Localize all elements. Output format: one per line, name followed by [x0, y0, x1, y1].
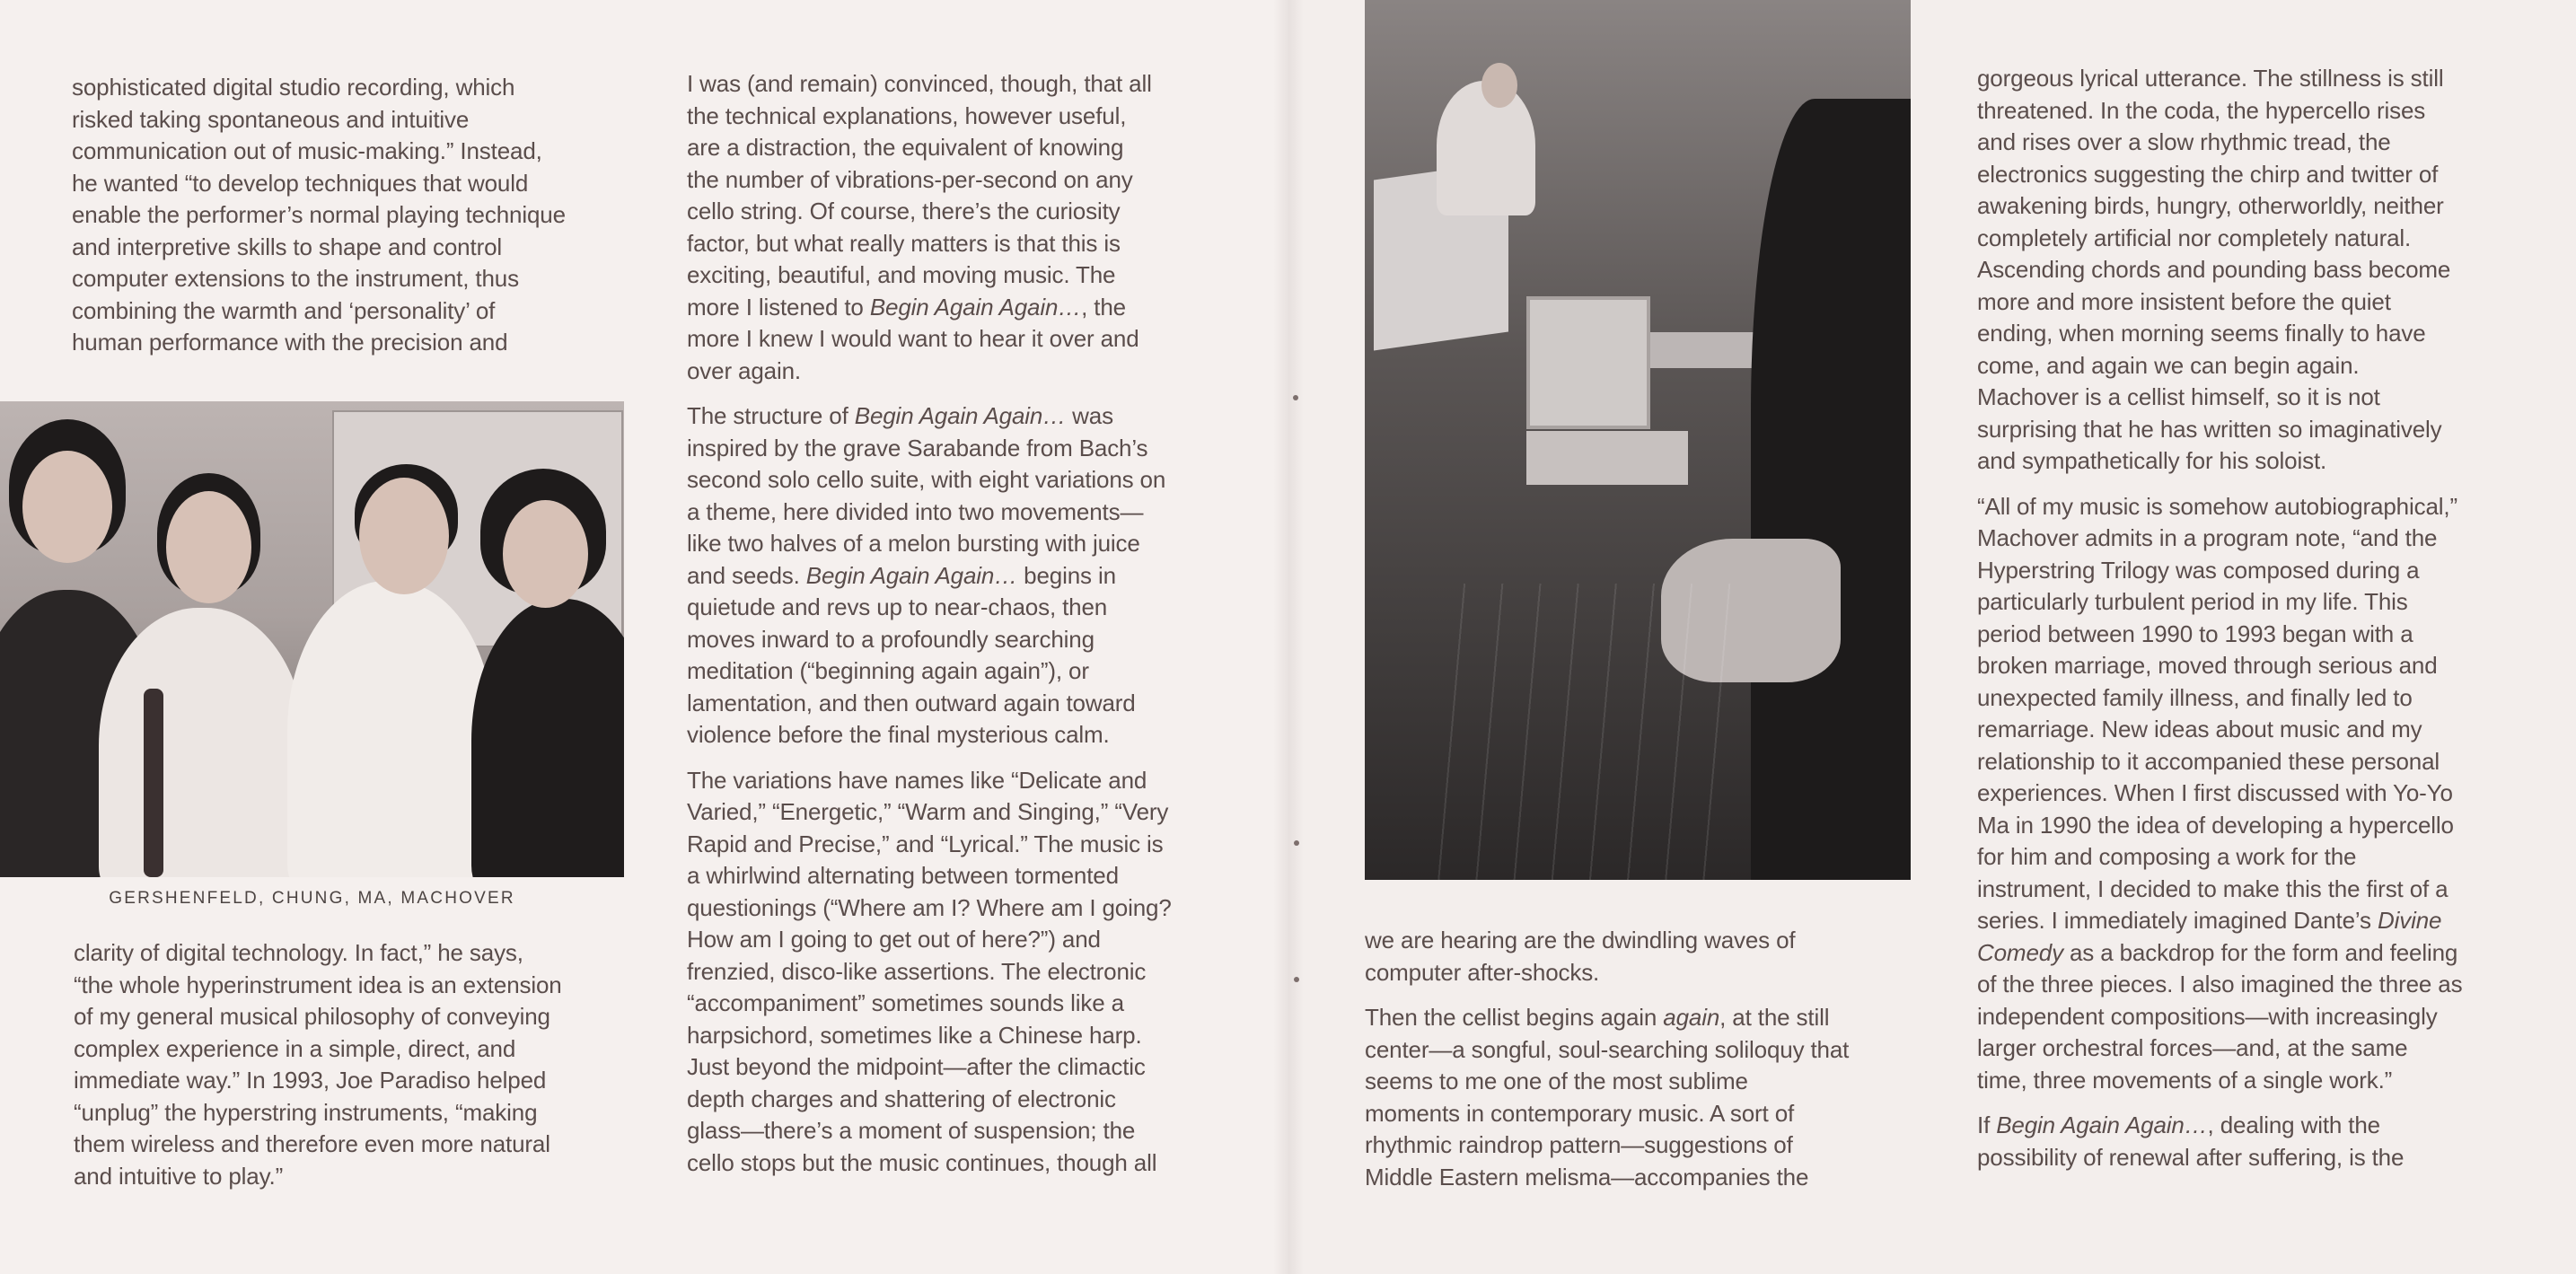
paragraph: Then the cellist begins again again, at the still center—a songful, soul-searching soliloquy that seems to me one of the most sublime moments in contemporary music. A sort of rhythmic raindrop pattern—suggestions of Middle Eastern melisma—accompanies the [1365, 1004, 1850, 1191]
performer-silhouette [1751, 99, 1911, 880]
column-1-bottom [74, 937, 648, 1192]
paragraph: The structure of Begin Again Again… was inspired by the grave Sarabande from Bach’s second solo cello suite, with eight variations on a theme, here divided into two movements— like two halves of a melon bursting with juice and seeds. Begin Again Again… begins in quietude and revs up to near-chaos, then moves inward to a profoundly searching meditation (“beginning again again”), or lamentation, and then outward again toward violence before the final mysterious calm. [687, 402, 1166, 748]
paragraph: clarity of digital technology. In fact,” he says, “the whole hyperinstrument idea is an extension of my general musical philosophy of conveying complex experience in a simple, direct, and immediate way.” In 1993, Joe Paradiso helped “unplug” the hyperstring instruments, “making them wireless and therefore even more natural and intuitive to play.” [74, 939, 562, 1190]
column-2 [687, 68, 1262, 1179]
print-speck [1294, 840, 1299, 846]
floor-cables [1428, 584, 1733, 880]
cello-neck [144, 689, 163, 877]
studio-photo [1365, 0, 1911, 880]
print-speck [1293, 395, 1298, 400]
column-1-top [72, 72, 646, 359]
paragraph: sophisticated digital studio recording, which risked taking spontaneous and intuitive communication out of music-making.” Instead, he wanted “to develop techniques that would enable the performer’s normal playing technique and interpretive skills to shape and control computer extensions to the instrument, thus combining the warmth and ‘personality’ of human performance with the precision and [72, 74, 566, 356]
paragraph: we are hearing are the dwindling waves of computer after-shocks. [1365, 927, 1796, 986]
computer-monitor [1526, 296, 1650, 429]
computer-case [1526, 431, 1688, 485]
paragraph: gorgeous lyrical utterance. The stillness is still threatened. In the coda, the hypercello rises and rises over a slow rhythmic tread, the electronics suggesting the chirp and twitter of awakening birds, hungry, otherworldly, neither completely artificial nor completely natural. Ascending chords and pounding bass become more and more insistent before the quiet ending, when morning seems finally to have come, and again we can begin again. Machover is a cellist himself, so it is not surprising that he has written so imaginatively and sympathetically for his soloist. [1977, 65, 2451, 474]
page-gutter [1273, 0, 1304, 1274]
paragraph: The variations have names like “Delicate and Varied,” “Energetic,” “Warm and Singing,” “Very Rapid and Precise,” and “Lyrical.” The music is a whirlwind alternating between tormented questionings (“Where am I? Where am I going? How am I going to get out of here?”) and frenzied, disco-like assertions. The electronic “accompaniment” sometimes sounds like a harpsichord, sometimes like a Chinese harp. Just beyond the midpoint—after the climactic depth charges and shattering of electronic glass—there’s a moment of suspension; the cello stops but the music continues, though all [687, 766, 1172, 1176]
column-4 [1977, 63, 2552, 1173]
column-3 [1365, 925, 1921, 1193]
photo-caption: GERSHENFELD, CHUNG, MA, MACHOVER [109, 889, 515, 908]
group-photo [0, 401, 624, 877]
paragraph: “All of my music is somehow autobiographical,” Machover admits in a program note, “and the Hyperstring Trilogy was composed during a particularly turbulent period in my life. This period between 1990 to 1993 began with a broken marriage, moved through serious and unexpected family illness, and finally led to remarriage. New ideas about music and my relationship to it accompanied these personal experiences. When I first discussed with Yo-Yo Ma in 1990 the idea of developing a hypercello for him and composing a work for the instrument, I decided to make this the first of a series. I immediately imagined Dante’s Divine Comedy as a backdrop for the form and feeling of the three pieces. I also imagined the three as independent compositions—with increasingly larger orchestral forces—and, at the same time, three movements of a single work.” [1977, 492, 2463, 1094]
paragraph: I was (and remain) convinced, though, that all the technical explanations, however useful, are a distraction, the equivalent of knowing the number of vibrations-per-second on any cello string. Of course, there’s the curiosity factor, but what really matters is that this is exciting, beautiful, and moving music. The more I listened to Begin Again Again…, the more I knew I would want to hear it over and over again. [687, 70, 1152, 384]
paragraph: If Begin Again Again…, dealing with the possibility of renewal after suffering, is the [1977, 1111, 2405, 1171]
print-speck [1294, 977, 1299, 982]
